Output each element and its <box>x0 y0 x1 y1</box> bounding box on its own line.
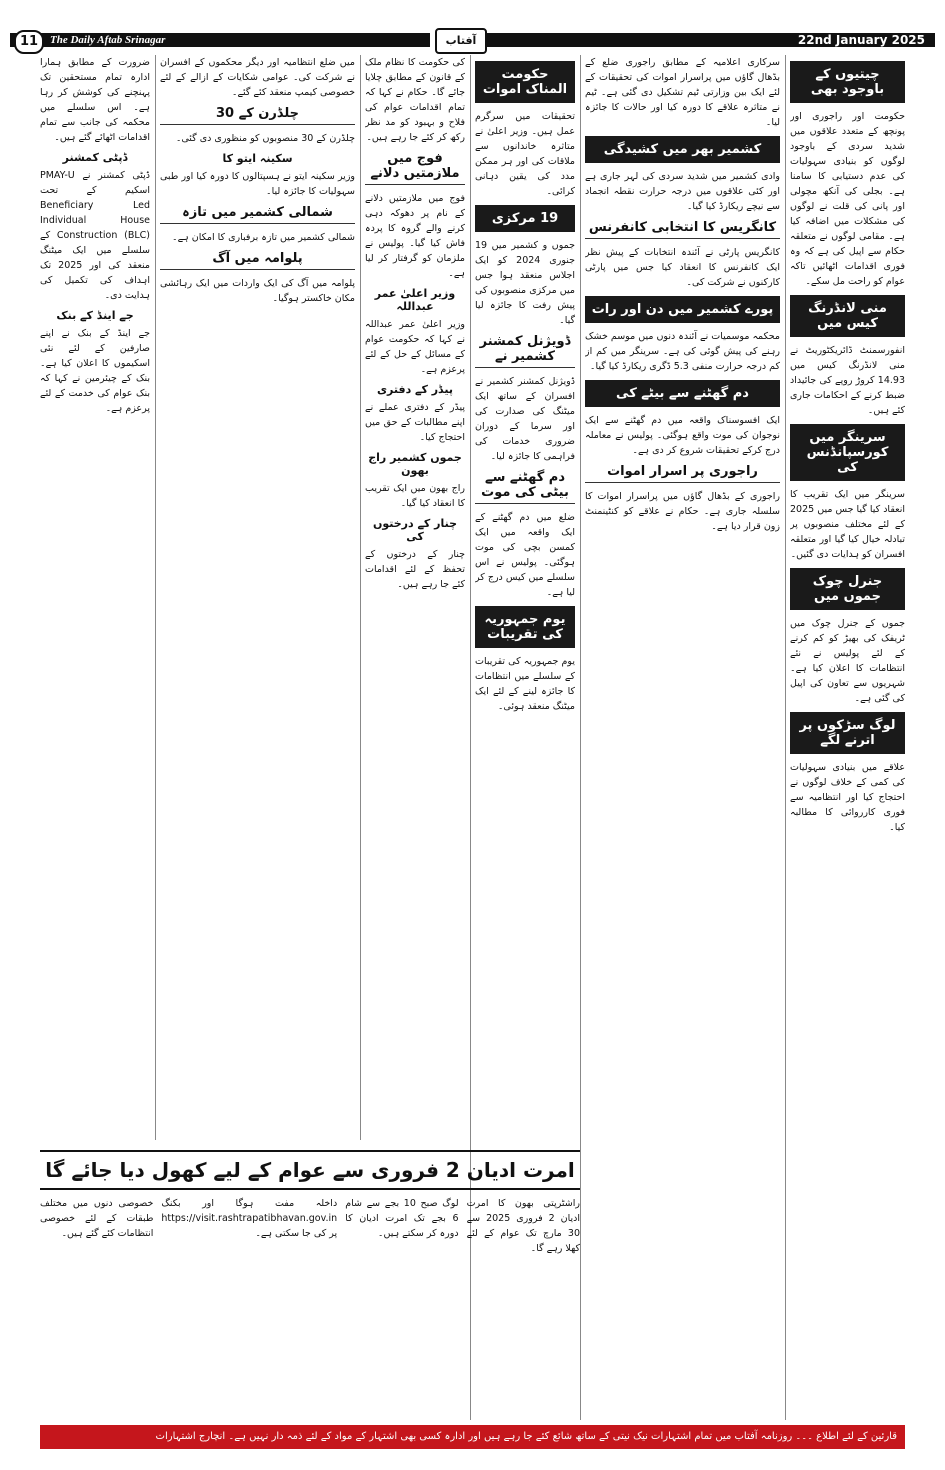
headline: فوج میں ملازمتیں دلانے <box>365 151 465 185</box>
page-header <box>10 28 935 52</box>
article-text: کانگریس پارٹی نے آئندہ انتخابات کے پیش نظر ایک کانفرنس کا انعقاد کیا جس میں پارٹی کارکنوں نے شرکت کی۔ <box>585 247 780 288</box>
article-text: علاقے میں بنیادی سہولیات کی کمی کے خلاف لوگوں نے احتجاج کیا اور انتظامیہ سے فوری کارروائی کا مطالبہ کیا۔ <box>790 762 905 833</box>
article-text: پیڈر کے دفتری عملے نے اپنے مطالبات کے حق میں احتجاج کیا۔ <box>365 402 465 443</box>
page-number: 11 <box>14 30 44 54</box>
column-1 <box>790 55 905 1420</box>
article-text: فوج میں ملازمتیں دلانے کے نام پر دھوکہ دہی کرنے والے گروہ کا پردہ فاش کیا گیا۔ پولیس نے ملزمان کو گرفتار کر لیا ہے۔ <box>365 193 465 279</box>
article-text: داخلہ مفت ہوگا اور بکنگ https://visit.rashtrapatibhavan.gov.in پر کی جا سکتی ہے۔ <box>161 1198 338 1239</box>
headline: پلوامہ میں آگ <box>160 251 355 270</box>
article-text: میں ضلع انتظامیہ اور دیگر محکموں کے افسران نے شرکت کی۔ عوامی شکایات کے ازالے کے لئے خصوصی کیمپ منعقد کئے گئے۔ <box>160 57 355 98</box>
headline: وزیر اعلیٰ عمر عبداللہ <box>374 287 456 313</box>
article-text: راشٹرپتی بھون کا امرت ادیان 2 فروری 2025 سے 30 مارچ تک عوام کے لئے کھلا رہے گا۔ <box>466 1198 581 1254</box>
bottom-headline: امرت ادیان 2 فروری سے عوام کے لیے کھول دیا جائے گا <box>40 1150 580 1190</box>
article-text: کی حکومت کا نظام ملک کے قانون کے مطابق چلایا جائے گا۔ حکام نے کہا کہ تمام اقدامات عوام کی فلاح و بہبود کو مد نظر رکھ کر کئے جا رہے ہیں۔ <box>365 57 465 143</box>
headline: کانگریس کا انتخابی کانفرنس <box>585 220 780 239</box>
article-text: ضلع میں دم گھٹنے کے ایک واقعہ میں ایک کمسن بچی کی موت ہوگئی۔ پولیس نے اس سلسلے میں کیس درج کر لیا ہے۔ <box>475 512 575 598</box>
article-text: چلڈرن کے 30 منصوبوں کو منظوری دی گئی۔ <box>175 133 355 144</box>
article-text: خصوصی دنوں میں مختلف طبقات کے لئے خصوصی انتظامات کئے گئے ہیں۔ <box>40 1198 154 1239</box>
column-divider <box>360 55 361 1140</box>
headline: سرینگر میں کورسپانڈنس کی <box>790 424 905 481</box>
article-text: جے اینڈ کے بنک نے اپنے صارفین کے لئے نئی اسکیموں کا اعلان کیا ہے۔ بنک کے چیئرمین نے کہا کہ بنک عوام کی خدمت کے لئے پرعزم ہے۔ <box>40 328 150 414</box>
article-text: یوم جمہوریہ کی تقریبات کے سلسلے میں انتظامات کا جائزہ لینے کے لئے ایک میٹنگ منعقد ہوئی۔ <box>475 656 575 712</box>
bottom-story <box>40 1150 580 1390</box>
article-text: وزیر سکینہ ایتو نے ہسپتالوں کا دورہ کیا اور طبی سہولیات کا جائزہ لیا۔ <box>160 171 355 197</box>
headline: لوگ سڑکوں پر اترنے لگے <box>790 712 905 754</box>
column-divider <box>785 55 786 1420</box>
article-text: چنار کے درختوں کے تحفظ کے لئے اقدامات کئے جا رہے ہیں۔ <box>365 549 465 590</box>
headline: دم گھٹنے سے بیٹی کی موت <box>475 470 575 504</box>
article-text: جموں کے جنرل چوک میں ٹریفک کی بھیڑ کو کم کرنے کے لئے پولیس نے نئے انتظامات کا اعلان کیا ہے۔ شہریوں سے تعاون کی اپیل کی گئی ہے۔ <box>790 618 905 704</box>
article-text: سرکاری اعلامیہ کے مطابق راجوری ضلع کے بڈھال گاؤں میں پراسرار اموات کی تحقیقات کے لئے ایک بین وزارتی ٹیم تشکیل دی گئی ہے۔ ٹیم نے متاثرہ علاقے کا دورہ کیا اور حالات کا جائزہ لیا۔ <box>585 57 780 128</box>
footer-notice: قارئین کے لئے اطلاع ۔۔۔ روزنامہ آفتاب میں تمام اشتہارات نیک نیتی کے ساتھ شائع کئے جا رہے ہیں اور ادارہ کسی بھی اشتہار کے مواد کے لئے ذمہ دار نہیں ہے۔ انچارج اشتہارات <box>40 1425 905 1449</box>
headline: جموں کشمیر راج بھون <box>368 451 462 477</box>
bottom-story-columns <box>40 1196 580 1256</box>
headline: جے اینڈ کے بنک <box>56 309 134 322</box>
article-text: راجوری کے بڈھال گاؤں میں پراسرار اموات کا سلسلہ جاری ہے۔ حکام نے علاقے کو کنٹینمنٹ زون قرار دیا ہے۔ <box>585 491 780 532</box>
headline: راجوری پر اسرار اموات <box>585 464 780 483</box>
headline: چنار کے درختوں کی <box>372 517 458 543</box>
issue-date: 22nd January 2025 <box>797 33 925 47</box>
headline: حکومت المناک اموات <box>475 61 575 103</box>
article-text: وزیر اعلیٰ عمر عبداللہ نے کہا کہ حکومت عوام کے مسائل کے حل کے لئے پرعزم ہے۔ <box>365 319 465 375</box>
article-text: جموں و کشمیر میں 19 جنوری 2024 کو ایک اجلاس منعقد ہوا جس میں مرکزی منصوبوں کی پیش رفت کا جائزہ لیا گیا۔ <box>475 240 575 326</box>
article-text: شمالی کشمیر میں تازہ برفباری کا امکان ہے۔ <box>172 232 355 243</box>
headline: منی لانڈرنگ کیس میں <box>790 295 905 337</box>
newspaper-logo: آفتاب <box>435 28 487 54</box>
headline: ڈپٹی کمشنر <box>62 151 128 164</box>
article-text: ڈویژنل کمشنر کشمیر نے افسران کے ساتھ ایک میٹنگ کی صدارت کی اور سرما کے دوران ضروری خدمات کی فراہمی کا جائزہ لیا۔ <box>475 376 575 462</box>
headline: 19 مرکزی <box>475 205 575 232</box>
article-text: انفورسمنٹ ڈائریکٹوریٹ نے منی لانڈرنگ کیس میں 14.93 کروڑ روپے کی جائیداد ضبط کرنے کے احکامات جاری کئے ہیں۔ <box>790 345 905 416</box>
headline: یوم جمہوریہ کی تقریبات <box>475 606 575 648</box>
column-divider <box>580 55 581 1420</box>
article-text: راج بھون میں ایک تقریب کا انعقاد کیا گیا۔ <box>365 483 465 509</box>
headline: پیڈر کے دفتری <box>376 383 454 396</box>
article-text: ڈپٹی کمشنر نے PMAY-U اسکیم کے تحت Beneficiary Led Individual House Construction (BLC) کے سلسلے میں ایک میٹنگ منعقد کی اور 2025 تک اہداف کی تکمیل کی ہدایت دی۔ <box>40 170 150 301</box>
article-text: ضرورت کے مطابق ہمارا ادارہ تمام مستحقین تک پہنچنے کی کوشش کر رہا ہے۔ اس سلسلے میں محکمہ کی جانب سے تمام اقدامات اٹھائے گئے ہیں۔ <box>40 57 150 143</box>
article-text: ایک افسوسناک واقعہ میں دم گھٹنے سے ایک نوجوان کی موت واقع ہوگئی۔ پولیس نے معاملہ درج کرکے تحقیقات شروع کر دی ہے۔ <box>585 415 780 456</box>
headline: سکینہ ایتو کا <box>222 152 293 165</box>
column-6 <box>40 55 150 1140</box>
article-text: وادی کشمیر میں شدید سردی کی لہر جاری ہے اور کئی علاقوں میں درجہ حرارت نقطہ انجماد سے نیچے ریکارڈ کیا گیا۔ <box>585 171 780 212</box>
headline: ڈویژنل کمشنر کشمیر نے <box>475 334 575 368</box>
headline: چلڈرن کے 30 <box>160 106 355 125</box>
column-5 <box>160 55 355 1140</box>
headline: کشمیر بھر میں کشیدگی <box>585 136 780 163</box>
article-text: پلوامہ میں آگ کی ایک واردات میں ایک رہائشی مکان خاکستر ہوگیا۔ <box>160 278 355 304</box>
article-text: محکمہ موسمیات نے آئندہ دنوں میں موسم خشک رہنے کی پیش گوئی کی ہے۔ سرینگر میں کم از کم درجہ حرارت منفی 5.3 ڈگری ریکارڈ کیا گیا۔ <box>585 331 780 372</box>
paper-name: The Daily Aftab Srinagar <box>50 34 166 46</box>
headline: پورے کشمیر میں دن اور رات <box>585 296 780 323</box>
column-divider <box>155 55 156 1140</box>
article-text: سرینگر میں ایک تقریب کا انعقاد کیا گیا جس میں 2025 کے لئے مختلف منصوبوں پر تبادلہ خیال کیا گیا اور متعلقہ افسران کو ہدایات دی گئیں۔ <box>790 489 905 560</box>
headline: دم گھٹنے سے بیٹے کی <box>585 380 780 407</box>
column-2 <box>585 55 780 1420</box>
headline: شمالی کشمیر میں تازہ <box>160 205 355 224</box>
headline: چیتیوں کے باوجود بھی <box>790 61 905 103</box>
article-text: لوگ صبح 10 بجے سے شام 6 بجے تک امرت ادیان کا دورہ کر سکتے ہیں۔ <box>345 1198 459 1239</box>
headline: جنرل چوک جموں میں <box>790 568 905 610</box>
article-text: تحقیقات میں سرگرم عمل ہیں۔ وزیر اعلیٰ نے متاثرہ خاندانوں سے ملاقات کی اور ہر ممکن مدد کی یقین دہانی کرائی۔ <box>475 111 575 197</box>
article-text: حکومت اور راجوری اور پونچھ کے متعدد علاقوں میں شدید سردی کے باوجود لوگوں کو بنیادی سہولیات کی عدم دستیابی کا سامنا ہے۔ بجلی کی آنکھ مچولی اور پانی کی قلت نے لوگوں کی مشکلات میں اضافہ کیا ہے۔ مقامی لوگوں نے متعلقہ حکام سے اپیل کی ہے کہ وہ فوری اقدامات اٹھائیں تاکہ عوام کو راحت مل سکے۔ <box>790 111 905 287</box>
